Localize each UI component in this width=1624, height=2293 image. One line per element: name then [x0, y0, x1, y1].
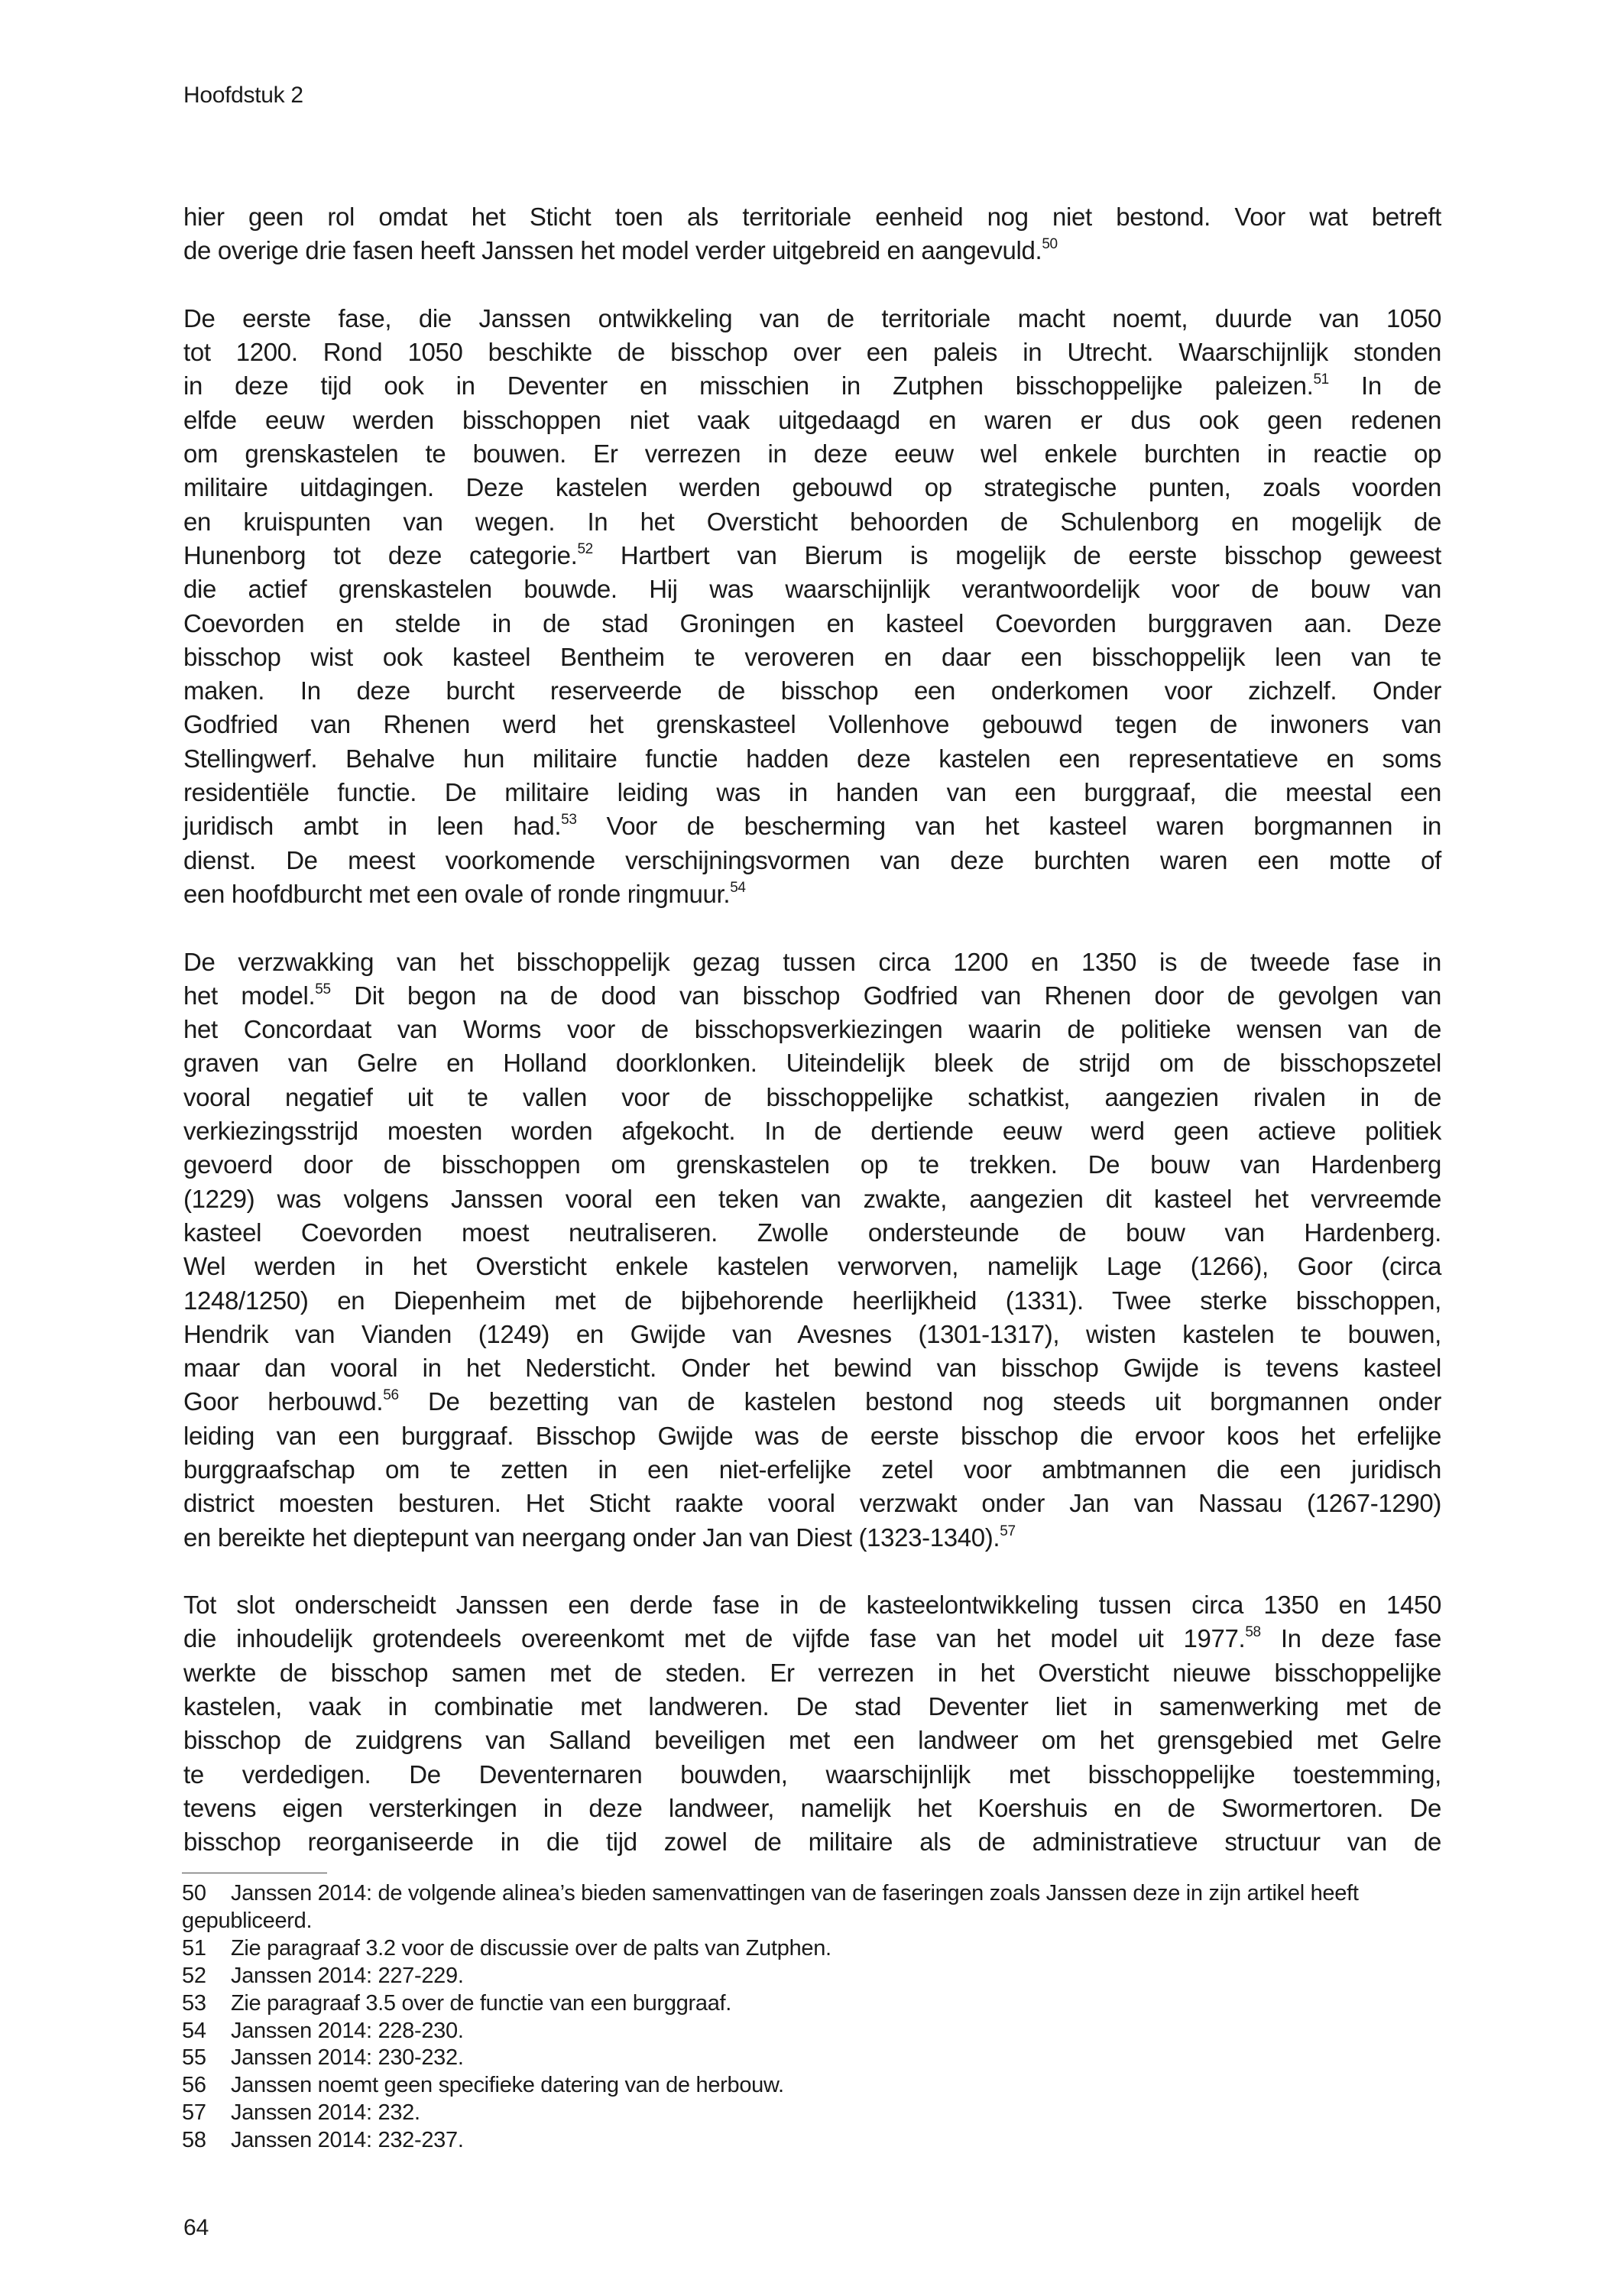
text-segment: tot 1200. Rond 1050 beschikte de bisschop over een paleis in Utrecht. Waarschijnlijk stonden: [183, 338, 1441, 367]
paragraph: [183, 200, 1441, 268]
text-segment: gevoerd door de bisschoppen om grenskastelen op te trekken. De bouw van Hardenberg: [183, 1150, 1441, 1179]
text-line: [183, 200, 1441, 234]
text-segment: om grenskastelen te bouwen. Er verrezen in deze eeuw wel enkele burchten in reactie op: [183, 439, 1441, 469]
text-segment: kasteel Coevorden moest neutraliseren. Zwolle ondersteunde de bouw van Hardenberg.: [183, 1218, 1441, 1247]
text-line: [183, 1148, 1441, 1182]
text-line: [183, 1825, 1441, 1859]
text-segment: In deze fase: [1260, 1624, 1441, 1653]
footnote-text: Janssen 2014: 230-232.: [231, 2045, 464, 2071]
text-line: [183, 776, 1441, 809]
text-segment: die actief grenskastelen bouwde. Hij was waarschijnlijk verantwoordelijk voor de bouw van: [183, 575, 1441, 604]
text-line: [183, 708, 1441, 741]
text-segment: werkte de bisschop samen met de steden. Er verrezen in het Oversticht nieuwe bisschoppelijke: [183, 1658, 1441, 1687]
footnote-number: 54: [182, 2018, 206, 2043]
text-segment: dienst. De meest voorkomende verschijningsvormen van deze burchten waren een motte of: [183, 845, 1441, 874]
footnote-text: Janssen 2014: 227-229.: [231, 1963, 464, 1988]
footnote-reference: 50: [1042, 236, 1058, 253]
text-segment: 1248/1250) en Diepenheim met de bijbehorende heerlijkheid (1331). Twee sterke bisschoppen,: [183, 1286, 1441, 1315]
text-line: [183, 1419, 1441, 1453]
text-line: [183, 1385, 1441, 1419]
text-segment: het model.: [183, 981, 316, 1010]
text-line: [183, 979, 1441, 1013]
text-segment: burggraafschap om te zetten in een niet-erfelijke zetel voor ambtmannen die een juridisch: [183, 1455, 1441, 1484]
text-segment: leiding van een burggraaf. Bisschop Gwijde was de eerste bisschop die ervoor koos het erfelijke: [183, 1421, 1441, 1450]
text-segment: te verdedigen. De Deventernaren bouwden, waarschijnlijk met bisschoppelijke toestemming,: [183, 1759, 1441, 1789]
text-segment: De eerste fase, die Janssen ontwikkeling van de territoriale macht noemt, duurde van 1050: [183, 303, 1441, 332]
text-line: [183, 844, 1441, 877]
footnote-text: Janssen 2014: 232.: [231, 2100, 420, 2126]
text-segment: (1229) was volgens Janssen vooral een teken van zwakte, aangezien dit kasteel het vervreemde: [183, 1184, 1441, 1213]
text-segment: en kruispunten van wegen. In het Oversticht behoorden de Schulenborg en mogelijk de: [183, 507, 1441, 536]
footnote: [182, 1935, 1441, 1963]
text-line: [183, 539, 1441, 572]
footnote-text: Zie paragraaf 3.5 over de functie van een burggraaf.: [231, 1990, 732, 2016]
text-segment: die inhoudelijk grotendeels overeenkomt met de vijfde fase van het model uit 1977.: [183, 1624, 1246, 1653]
text-line: [183, 1081, 1441, 1114]
text-line: [183, 404, 1441, 437]
text-segment: Coevorden en stelde in de stad Groningen en kasteel Coevorden burggraven aan. Deze: [183, 608, 1441, 637]
page-number: 64: [183, 2215, 209, 2240]
text-segment: kastelen, vaak in combinatie met landweren. De stad Deventer liet in samenwerking met de: [183, 1692, 1441, 1721]
footnote-number: 50: [182, 1881, 206, 1905]
footnote: [182, 1880, 1441, 1935]
footnote: [182, 1963, 1441, 1990]
text-segment: Tot slot onderscheidt Janssen een derde fase in de kasteelontwikkeling tussen circa 1350 en 1450: [183, 1591, 1441, 1620]
text-line: [183, 1690, 1441, 1724]
footnote: [182, 2072, 1441, 2100]
footnote-text: Zie paragraaf 3.2 voor de discussie over de palts van Zutphen.: [231, 1935, 831, 1961]
footnote-number: 56: [182, 2073, 206, 2098]
text-segment: Hunenborg tot deze categorie.: [183, 540, 578, 569]
text-segment: graven van Gelre en Holland doorklonken. Uiteindelijk bleek de strijd om de bisschopszetel: [183, 1049, 1441, 1078]
text-line: [183, 505, 1441, 539]
text-segment: bisschop wist ook kasteel Bentheim te veroveren en daar een bisschoppelijk leen van te: [183, 642, 1441, 671]
text-segment: de overige drie fasen heeft Janssen het model verder uitgebreid en aangevuld.: [183, 236, 1042, 265]
text-segment: bisschop reorganiseerde in die tijd zowel de militaire als de administratieve structuur van de: [183, 1828, 1441, 1857]
footnote: [182, 2100, 1441, 2127]
footnote: [182, 2127, 1441, 2155]
text-line: [183, 1114, 1441, 1148]
text-line: [183, 1046, 1441, 1080]
text-segment: De verzwakking van het bisschoppelijk gezag tussen circa 1200 en 1350 is de tweede fase in: [183, 947, 1441, 976]
footnote-text: Janssen noemt geen specifieke datering van de herbouw.: [231, 2073, 784, 2098]
text-line: [183, 471, 1441, 504]
text-line: [183, 1318, 1441, 1351]
text-segment: een hoofdburcht met een ovale of ronde ringmuur.: [183, 879, 731, 908]
text-line: [183, 572, 1441, 606]
footnotes: [182, 1880, 1441, 2155]
text-segment: vooral negatief uit te vallen voor de bisschoppelijke schatkist, aangezien rivalen in de: [183, 1082, 1441, 1111]
text-segment: juridisch ambt in leen had.: [183, 812, 562, 841]
text-line: [183, 1351, 1441, 1385]
text-segment: Stellingwerf. Behalve hun militaire functie hadden deze kastelen een representatieve en soms: [183, 744, 1441, 773]
text-line: [183, 877, 1441, 911]
paragraph: [183, 302, 1441, 911]
text-segment: maar dan vooral in het Nedersticht. Onder het bewind van bisschop Gwijde is tevens kasteel: [183, 1354, 1441, 1383]
text-line: [183, 1521, 1441, 1555]
text-segment: het Concordaat van Worms voor de bisschopsverkiezingen waarin de politieke wensen van de: [183, 1015, 1441, 1044]
footnote-text: Janssen 2014: 228-230.: [231, 2018, 464, 2043]
footnote-reference: 52: [577, 540, 593, 557]
text-line: [183, 607, 1441, 641]
footnote-number: 57: [182, 2100, 206, 2126]
text-segment: in deze tijd ook in Deventer en misschien in Zutphen bisschoppelijke paleizen.: [183, 371, 1314, 401]
text-line: [183, 1622, 1441, 1656]
footnote-reference: 57: [1000, 1523, 1016, 1539]
text-line: [183, 1758, 1441, 1792]
text-segment: In de: [1328, 371, 1441, 401]
text-segment: Godfried van Rhenen werd het grenskasteel Vollenhove gebouwd tegen de inwoners van: [183, 710, 1441, 739]
text-segment: Dit begon na de dood van bisschop Godfried van Rhenen door de gevolgen van: [330, 981, 1442, 1010]
text-line: [183, 1792, 1441, 1825]
text-segment: tevens eigen versterkingen in deze landweer, namelijk het Koershuis en de Swormertoren. De: [183, 1793, 1441, 1822]
text-line: [183, 336, 1441, 369]
footnote-number: 55: [182, 2045, 206, 2071]
footnote-reference: 54: [730, 879, 746, 896]
footnote-text: Janssen 2014: 232-237.: [231, 2128, 464, 2153]
text-line: [183, 945, 1441, 979]
footnote-reference: 58: [1245, 1624, 1261, 1641]
text-line: [183, 1216, 1441, 1250]
footnote-number: 53: [182, 1990, 206, 2016]
footnote-reference: 53: [561, 812, 577, 829]
text-line: [183, 641, 1441, 674]
text-line: [183, 1656, 1441, 1690]
text-segment: bisschop de zuidgrens van Salland beveiligen met een landweer om het grensgebied met Gelre: [183, 1726, 1441, 1755]
text-line: [183, 302, 1441, 336]
text-segment: militaire uitdagingen. Deze kastelen werden gebouwd op strategische punten, zoals voorden: [183, 473, 1441, 502]
text-line: [183, 1453, 1441, 1487]
text-segment: Wel werden in het Oversticht enkele kastelen verworven, namelijk Lage (1266), Goor (circa: [183, 1252, 1441, 1281]
text-segment: Hendrik van Vianden (1249) en Gwijde van Avesnes (1301-1317), wisten kastelen te bouwen,: [183, 1319, 1441, 1348]
text-segment: elfde eeuw werden bisschoppen niet vaak uitgedaagd en waren er dus ook geen redenen: [183, 405, 1441, 434]
text-line: [183, 234, 1441, 268]
text-line: [183, 1250, 1441, 1283]
text-line: [183, 437, 1441, 471]
text-line: [183, 1284, 1441, 1318]
text-segment: De bezetting van de kastelen bestond nog steeds uit borgmannen onder: [398, 1387, 1441, 1416]
footnote-number: 52: [182, 1963, 206, 1988]
footnote-number: 58: [182, 2128, 206, 2153]
text-line: [183, 369, 1441, 403]
footnote-reference: 55: [315, 981, 331, 997]
text-line: [183, 1724, 1441, 1757]
text-line: [183, 674, 1441, 708]
text-line: [183, 1013, 1441, 1046]
text-segment: Voor de bescherming van het kasteel waren borgmannen in: [576, 812, 1441, 841]
text-segment: Hartbert van Bierum is mogelijk de eerste bisschop geweest: [592, 540, 1441, 569]
text-segment: en bereikte het dieptepunt van neergang onder Jan van Diest (1323-1340).: [183, 1523, 1000, 1552]
footnote: [182, 2045, 1441, 2072]
footnote-number: 51: [182, 1935, 206, 1961]
paragraph: [183, 945, 1441, 1555]
paragraph: [183, 1588, 1441, 1859]
text-line: [183, 1487, 1441, 1520]
footnote-reference: 56: [383, 1387, 399, 1404]
text-segment: hier geen rol omdat het Sticht toen als territoriale eenheid nog niet bestond. Voor wat betreft: [183, 203, 1441, 231]
body-text: [183, 200, 1441, 1893]
text-line: [183, 742, 1441, 776]
text-segment: Goor herbouwd.: [183, 1387, 384, 1416]
text-segment: residentiële functie. De militaire leiding was in handen van een burggraaf, die meestal een: [183, 778, 1441, 807]
text-segment: district moesten besturen. Het Sticht raakte vooral verzwakt onder Jan van Nassau (1267-1290): [183, 1489, 1441, 1518]
text-line: [183, 1588, 1441, 1622]
text-line: [183, 809, 1441, 843]
running-header: Hoofdstuk 2: [183, 83, 303, 108]
footnote-text: Janssen 2014: de volgende alinea’s bieden samenvattingen van de faseringen zoals Janssen deze in zijn artikel heeft gepubliceerd.: [182, 1881, 1359, 1933]
text-segment: maken. In deze burcht reserveerde de bisschop een onderkomen voor zichzelf. Onder: [183, 676, 1441, 705]
footnote: [182, 2018, 1441, 2045]
footnote-reference: 51: [1313, 371, 1329, 388]
text-segment: verkiezingsstrijd moesten worden afgekocht. In de dertiende eeuw werd geen actieve politiek: [183, 1117, 1441, 1146]
footnote: [182, 1990, 1441, 2018]
text-line: [183, 1182, 1441, 1216]
